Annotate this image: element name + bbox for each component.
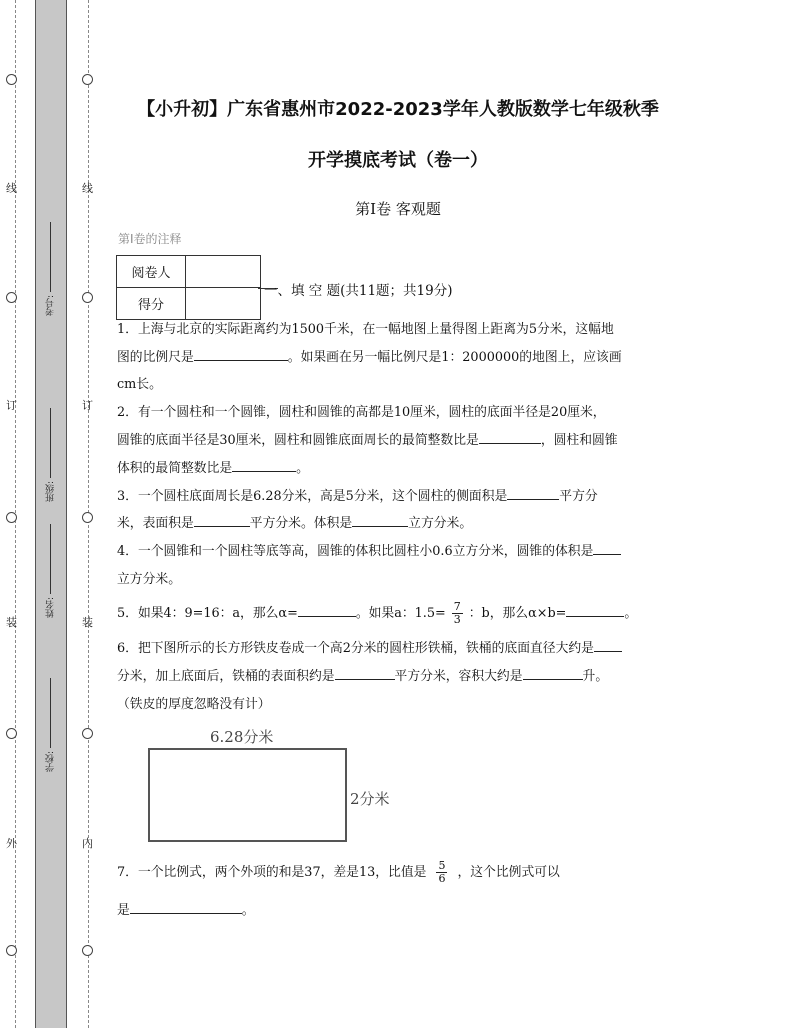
question-2-line1: 2．有一个圆柱和一个圆锥，圆柱和圆锥的高都是10厘米，圆柱的底面半径是20厘米， xyxy=(117,405,606,420)
student-id-field xyxy=(39,222,61,316)
q3-text: 平方分 xyxy=(559,489,598,504)
class-label: 班级: xyxy=(45,481,56,503)
grader-score-table xyxy=(116,255,261,320)
q6-text: 平方分米，容积大约是 xyxy=(394,669,523,684)
exam-title-line1: 【小升初】广东省惠州市2022-2023学年人教版数学七年级秋季 xyxy=(137,99,659,120)
figure-height-label: 2分米 xyxy=(350,790,390,808)
name-label: 姓名: xyxy=(45,597,56,619)
q5-text: 5．如果4：9=16：a，那么α= xyxy=(117,606,298,621)
question-2-line3 xyxy=(117,455,309,482)
q2-text: ，圆柱和圆锥 xyxy=(540,433,618,448)
binding-circle xyxy=(6,512,17,523)
question-2-line2 xyxy=(117,427,618,454)
margin-char-outer: 线 xyxy=(6,182,17,195)
name-field xyxy=(39,524,61,618)
fraction xyxy=(452,601,463,626)
answer-blank[interactable] xyxy=(194,346,288,361)
margin-char-inner: 线 xyxy=(82,182,93,195)
q2-text: 圆锥的底面半径是30厘米，圆柱和圆锥底面周长的最简整数比是 xyxy=(117,433,479,448)
rectangle-shape xyxy=(148,748,347,842)
q5-text: ：b，那么α×b= xyxy=(468,606,567,621)
section-title: 第I卷 客观题 xyxy=(355,200,441,218)
school-label: 学校: xyxy=(45,751,56,773)
question-3-line2 xyxy=(117,510,472,537)
binding-circle xyxy=(6,292,17,303)
answer-blank[interactable] xyxy=(594,637,622,652)
q7-text: ，这个比例式可以 xyxy=(457,865,560,880)
binding-circle xyxy=(6,945,17,956)
answer-blank[interactable] xyxy=(593,540,621,555)
fraction-denominator: 3 xyxy=(453,613,461,626)
answer-blank[interactable] xyxy=(298,602,356,617)
binding-circle xyxy=(82,292,93,303)
student-id-label: 考号: xyxy=(45,295,56,317)
answer-blank[interactable] xyxy=(194,512,250,527)
school-field xyxy=(39,678,61,772)
q3-text: 米，表面积是 xyxy=(117,516,194,531)
q7-text: 。 xyxy=(241,903,255,918)
margin-char-outer: 装 xyxy=(6,616,17,629)
binding-circle xyxy=(82,512,93,523)
q5-text: 。如果a：1.5= xyxy=(355,606,446,621)
q3-text: 平方分米。体积是 xyxy=(249,516,353,531)
q5-text: 。 xyxy=(624,606,638,621)
question-6-line1 xyxy=(117,635,622,662)
margin-char-outer: 订 xyxy=(6,399,17,412)
question-7-line2 xyxy=(117,897,255,924)
q3-text: 立方分米。 xyxy=(408,516,473,531)
grader-label: 阅卷人 xyxy=(117,256,186,288)
answer-blank[interactable] xyxy=(232,457,296,472)
answer-blank[interactable] xyxy=(130,899,242,914)
fraction xyxy=(436,860,447,885)
question-5 xyxy=(117,598,637,630)
answer-blank[interactable] xyxy=(352,512,408,527)
question-7-line1 xyxy=(117,856,560,890)
q1-text: 。如果画在另一幅比例尺是1：2000000的地图上，应该画 xyxy=(287,350,622,365)
question-6-line2 xyxy=(117,663,608,690)
q2-text: 体积的最简整数比是 xyxy=(117,461,233,476)
q6-text: 6．把下图所示的长方形铁皮卷成一个高2分米的圆柱形铁桶，铁桶的底面直径大约是 xyxy=(117,641,594,656)
question-1-line2 xyxy=(117,344,622,371)
binding-strip xyxy=(35,0,67,1028)
answer-blank[interactable] xyxy=(523,665,583,680)
fraction-numerator: 5 xyxy=(438,859,446,872)
fraction-numerator: 7 xyxy=(453,600,461,613)
fraction-denominator: 6 xyxy=(438,872,446,885)
part-heading: 一、填 空 题(共11题；共19分) xyxy=(264,283,453,299)
binding-circle xyxy=(82,74,93,85)
answer-blank[interactable] xyxy=(335,665,395,680)
binding-circle xyxy=(82,945,93,956)
margin-char-inner: 订 xyxy=(82,399,93,412)
figure-length-label: 6.28分米 xyxy=(210,728,274,746)
rectangle-sheet-figure xyxy=(138,722,398,846)
score-label: 得分 xyxy=(117,288,186,320)
q4-text: 4．一个圆锥和一个圆柱等底等高，圆锥的体积比圆柱小0.6立方分米，圆锥的体积是 xyxy=(117,544,594,559)
binding-circle xyxy=(6,728,17,739)
score-cell[interactable] xyxy=(186,288,261,320)
class-field xyxy=(39,408,61,502)
question-4-line1 xyxy=(117,538,621,565)
q6-text: 升。 xyxy=(582,669,609,684)
q7-text: 7．一个比例式，两个外项的和是37，差是13，比值是 xyxy=(117,865,427,880)
answer-blank[interactable] xyxy=(566,602,624,617)
exam-title-line2: 开学摸底考试（卷一） xyxy=(308,150,488,171)
q7-text: 是 xyxy=(117,903,130,918)
grader-cell[interactable] xyxy=(186,256,261,288)
answer-blank[interactable] xyxy=(507,485,559,500)
answer-blank[interactable] xyxy=(479,429,541,444)
margin-char-inner: 内 xyxy=(82,837,93,850)
margin-char-inner: 装 xyxy=(82,616,93,629)
q6-text: 分米，加上底面后，铁桶的表面积约是 xyxy=(117,669,335,684)
question-6-line3: （铁皮的厚度忽略没有计） xyxy=(117,697,271,712)
q2-text: 。 xyxy=(296,461,309,476)
q3-text: 3．一个圆柱底面周长是6.28分米，高是5分米，这个圆柱的侧面积是 xyxy=(117,489,508,504)
question-3-line1 xyxy=(117,483,598,510)
binding-circle xyxy=(6,74,17,85)
question-1-line1: 1．上海与北京的实际距离约为1500千米，在一幅地图上量得图上距离为5分米，这幅地 xyxy=(117,322,614,337)
margin-char-outer: 外 xyxy=(6,837,17,850)
binding-circle xyxy=(82,728,93,739)
section-note: 第I卷的注释 xyxy=(118,232,182,246)
question-1-line3: cm长。 xyxy=(117,377,162,392)
question-4-line2: 立方分米。 xyxy=(117,572,181,587)
q1-text: 图的比例尺是 xyxy=(117,350,194,365)
